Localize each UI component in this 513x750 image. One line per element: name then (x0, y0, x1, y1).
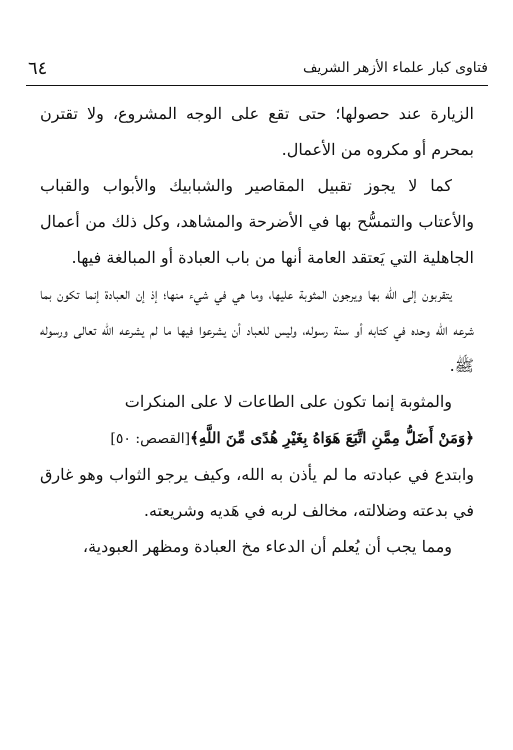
quran-verse-line (40, 420, 474, 457)
paragraph-3: يتقربون إلى الله بها ويرجون المثوبة عليها، وما هي في شيء منها؛ إذ إن العبادة إنما تكون بما شرعه الله وحده في كتابه أو سنة رسوله، وليس للعباد أن يشرعوا فيها ما لم يشرعه الله تعالى ورسوله ﷺ. (40, 284, 474, 375)
paragraph-4-intro: والمثوبة إنما تكون على الطاعات لا على المنكرات (124, 392, 452, 411)
running-header (26, 58, 488, 84)
quran-verse: ﴿وَمَنْ أَضَلُّ مِمَّنِ اتَّبَعَ هَوَاهُ بِغَيْرِ هُدًى مِّنَ اللَّهِ﴾ (190, 429, 474, 447)
header-divider (26, 85, 488, 86)
paragraph-4-rest: وابتدع في عبادته ما لم يأذن به الله، وكيف يرجو الثواب وهو غارق في بدعته وضلالته، مخالف لربه في هَديه وشريعته. (40, 465, 474, 520)
book-title: فتاوى كبار علماء الأزهر الشريف (302, 60, 488, 76)
paragraph-5: ومما يجب أن يُعلم أن الدعاء مخ العبادة ومظهر العبودية، (82, 537, 452, 556)
body-text (40, 96, 474, 565)
paragraph-2: كما لا يجوز تقبيل المقاصير والشبابيك والأبواب والقباب والأعتاب والتمسُّح بها في الأضرحة والمشاهد، وكل ذلك من أعمال الجاهلية التي يَعتقد العامة أنها من باب العبادة أو المبالغة فيها. (40, 176, 474, 267)
paragraph-1: الزيارة عند حصولها؛ حتى تقع على الوجه المشروع، ولا تقترن بمحرم أو مكروه من الأعمال. (40, 104, 474, 159)
verse-citation: [القصص: ٥٠] (110, 431, 191, 447)
page-number: ٦٤ (28, 58, 48, 79)
